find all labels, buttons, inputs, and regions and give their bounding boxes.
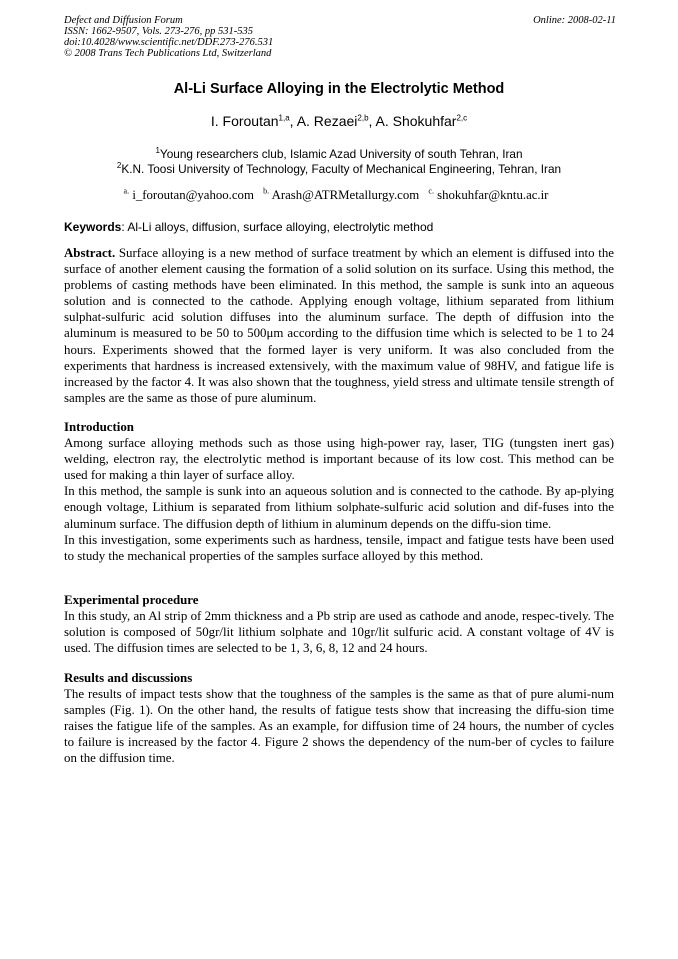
experimental-paragraph: In this study, an Al strip of 2mm thickness and a Pb strip are used as cathode and anode, respec-tively. The solution is composed of 50gr/lit lithium solphate and 10gr/lit sulfuric acid. A constant voltage of 4V is used. The diffusion times are selected to be 1, 3, 6, 8, 12 and 24 hours. xyxy=(64,609,614,656)
abstract-section xyxy=(64,245,614,406)
issn-line: ISSN: 1662-9507, Vols. 273-276, pp 531-535 xyxy=(64,26,253,37)
email-c[interactable]: $^{c.}$ shokuhfar@kntu.ac.ir xyxy=(428,186,549,202)
introduction-paragraph: In this method, the sample is sunk into an aqueous solution and is connected to the cathode. By ap-plying enough voltage, Lithium is separated from lithium solphate-sulfuric acid solution and dif-fuses into the aluminum surface. The diffusion depth of lithium in aluminum depends on the diffu-sion time. xyxy=(64,484,614,531)
journal-header xyxy=(64,15,616,59)
paper-title: Al-Li Surface Alloying in the Electrolytic Method xyxy=(173,81,505,97)
results-paragraph: The results of impact tests show that the toughness of the samples is the same as that of pure alumi-num samples (Fig. 1). On the other hand, the results of fatigue tests show that increasing the diffu-sion time raises the fatigue life of the samples. As an example, for diffusion time of 24 hours, the number of cycles to failure is increased by the factor 4. Figure 2 shows the dependency of the num-ber of cycles to failure on the diffusion time. xyxy=(64,687,614,766)
journal-name: Defect and Diffusion Forum xyxy=(64,15,183,26)
results-heading: Results and discussions xyxy=(64,671,193,685)
author-emails xyxy=(0,188,678,203)
copyright-line: © 2008 Trans Tech Publications Ltd, Switzerland xyxy=(64,48,272,59)
author: A. Rezaei$^{2,b}$, xyxy=(296,113,376,129)
introduction-section xyxy=(64,419,614,564)
affiliations xyxy=(0,147,678,177)
affiliation-1: $^1$Young researchers club, Islamic Azad University of south Tehran, Iran xyxy=(155,146,523,161)
introduction-paragraph: Among surface alloying methods such as those using high-power ray, laser, TIG (tungsten inert gas) welding, electron ray, the electrolytic method is important because of its low cost. This method can be used for making a thin layer of surface alloy. xyxy=(64,436,614,483)
keywords xyxy=(64,220,616,234)
affiliation-2: $^2$K.N. Toosi University of Technology, Faculty of Mechanical Engineering, Tehran, Iran xyxy=(116,161,562,176)
email-a[interactable]: $^{a.}$ i_foroutan@yahoo.com xyxy=(123,186,254,202)
author-list xyxy=(0,113,678,129)
results-section xyxy=(64,670,614,767)
keywords-label: Keywords xyxy=(64,220,122,234)
experimental-heading: Experimental procedure xyxy=(64,593,199,607)
abstract-label: Abstract. xyxy=(64,246,116,260)
keywords-text: : Al-Li alloys, diffusion, surface alloying, electrolytic method xyxy=(121,220,434,234)
introduction-paragraph: In this investigation, some experiments such as hardness, tensile, impact and fatigue tests have been used to study the mechanical properties of the samples surface alloyed by this method. xyxy=(64,532,614,563)
author: A. Shokuhfar$^{2,c}$ xyxy=(375,113,468,129)
doi-line: doi:10.4028/www.scientific.net/DDF.273-276.531 xyxy=(64,37,274,48)
abstract-text: Surface alloying is a new method of surface treatment by which an element is diffused into the surface of another element causing the formation of a solid solution on its surface. Using this method, the problems of casting methods have been eliminated. In this method, the sample is sunk into an aqueous solution and is connected to the cathode. Applying enough voltage, lithium separated from lithium sulphat-sulfuric acid solution diffuses into the aluminum surface. The depth of diffusion into the aluminum is measured to be 50 to 500μm according to the diffusion time which is selected to be 1 to 24 hours. Experiments showed that the formed layer is very uniform. It was also concluded from the experiments that hardness is increased extensively, with the maximum value of 98HV, and fatigue life is increased by the factor 4. It was also shown that the toughness, yield stress and ultimate tensile strength of samples are the same as those of pure aluminum. xyxy=(64,246,614,405)
experimental-section xyxy=(64,592,614,656)
online-date: Online: 2008-02-11 xyxy=(533,15,616,26)
email-b[interactable]: $^{b.}$ Arash@ATRMetallurgy.com xyxy=(263,186,420,202)
introduction-heading: Introduction xyxy=(64,420,134,434)
author: I. Foroutan$^{1,a}$, xyxy=(210,113,297,129)
